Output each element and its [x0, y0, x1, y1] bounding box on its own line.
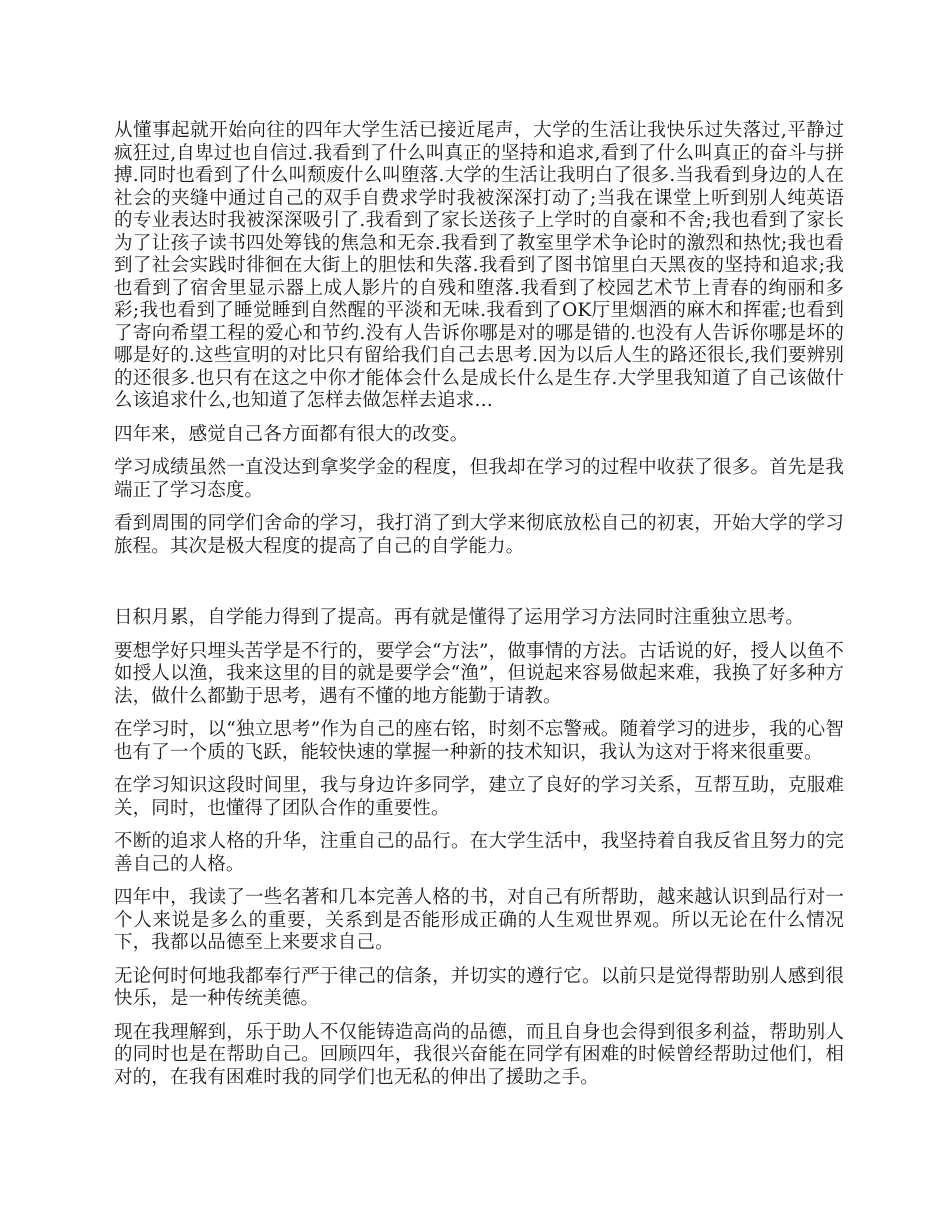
paragraph: 现在我理解到，乐于助人不仅能铸造高尚的品德，而且自身也会得到很多利益，帮助别人的同时也是在帮助自己。回顾四年，我很兴奋能在同学有困难的时候曾经帮助过他们，相对的，在我有困难时我的同学们也无私的伸出了援助之手。: [114, 1021, 844, 1088]
paragraph: 看到周围的同学们舍命的学习，我打消了到大学来彻底放松自己的初衷，开始大学的学习旅程。其次是极大程度的提高了自己的自学能力。: [114, 513, 844, 557]
paragraph: 四年中，我读了一些名著和几本完善人格的书，对自己有所帮助，越来越认识到品行对一个人来说是多么的重要，关系到是否能形成正确的人生观世界观。所以无论在什么情况下，我都以品德至上来要求自己。: [114, 887, 844, 953]
paragraph: 四年来，感觉自己各方面都有很大的改变。: [114, 423, 469, 445]
paragraph: 不断的追求人格的升华，注重自己的品行。在大学生活中，我坚持着自我反省且努力的完善自己的人格。: [114, 831, 844, 875]
paragraph: 日积月累，自学能力得到了提高。再有就是懂得了运用学习方法同时注重独立思考。: [114, 607, 805, 628]
paragraph: 从懂事起就开始向往的四年大学生活已接近尾声，大学的生活让我快乐过失落过,平静过疯狂过,自卑过也自信过.我看到了什么叫真正的坚持和追求,看到了什么叫真正的奋斗与拼搏.同时也看到了什么叫颓废什么叫堕落.大学的生活让我明白了很多.当我看到身边的人在社会的夹缝中通过自己的双手自费求学时我被深深打动了;当我在课堂上听到别人纯英语的专业表达时我被深深吸引了.我看到了家长送孩子上学时的自豪和不舍;我也看到了家长为了让孩子读书四处筹钱的焦急和无奈.我看到了教室里学术争论时的激烈和热忱;我也看到了社会实践时徘徊在大街上的胆怯和失落.我看到了图书馆里白天黑夜的坚持和追求;我也看到了宿舍里显示器上成人影片的自残和堕落.我看到了校园艺术节上青春的绚丽和多彩;我也看到了睡觉睡到自然醒的平淡和无味.我看到了OK厅里烟酒的麻木和挥霍;也看到了寄向希望工程的爱心和节约.没有人告诉你哪是对的哪是错的.也没有人告诉你哪是坏的哪是好的.这些宣明的对比只有留给我们自己去思考.因为以后人生的路还很长,我们要辨别的还很多.也只有在这之中你才能体会什么是成长什么是生存.大学里我知道了自己该做什么该追求什么,也知道了怎样去做怎样去追求…: [114, 120, 844, 411]
paragraph: 要想学好只埋头苦学是不行的，要学会“方法”，做事情的方法。古话说的好，授人以鱼不如授人以渔，我来这里的目的就是要学会“渔”，但说起来容易做起来难，我换了好多种方法，做什么都勤于思考，遇有不懂的地方能勤于请教。: [114, 640, 844, 707]
paragraph: 在学习时，以“独立思考”作为自己的座右铭，时刻不忘警戒。随着学习的进步，我的心智也有了一个质的飞跃，能较快速的掌握一种新的技术知识，我认为这对于将来很重要。: [114, 719, 844, 763]
section-gap: [114, 569, 844, 607]
document-body: [114, 120, 844, 1100]
paragraph: 学习成绩虽然一直没达到拿奖学金的程度，但我却在学习的过程中收获了很多。首先是我端正了学习态度。: [114, 457, 844, 501]
paragraph: 无论何时何地我都奉行严于律己的信条，并切实的遵行它。以前只是觉得帮助别人感到很快乐，是一种传统美德。: [114, 965, 844, 1009]
paragraph: 在学习知识这段时间里，我与身边许多同学，建立了良好的学习关系，互帮互助，克服难关，同时，也懂得了团队合作的重要性。: [114, 775, 844, 819]
